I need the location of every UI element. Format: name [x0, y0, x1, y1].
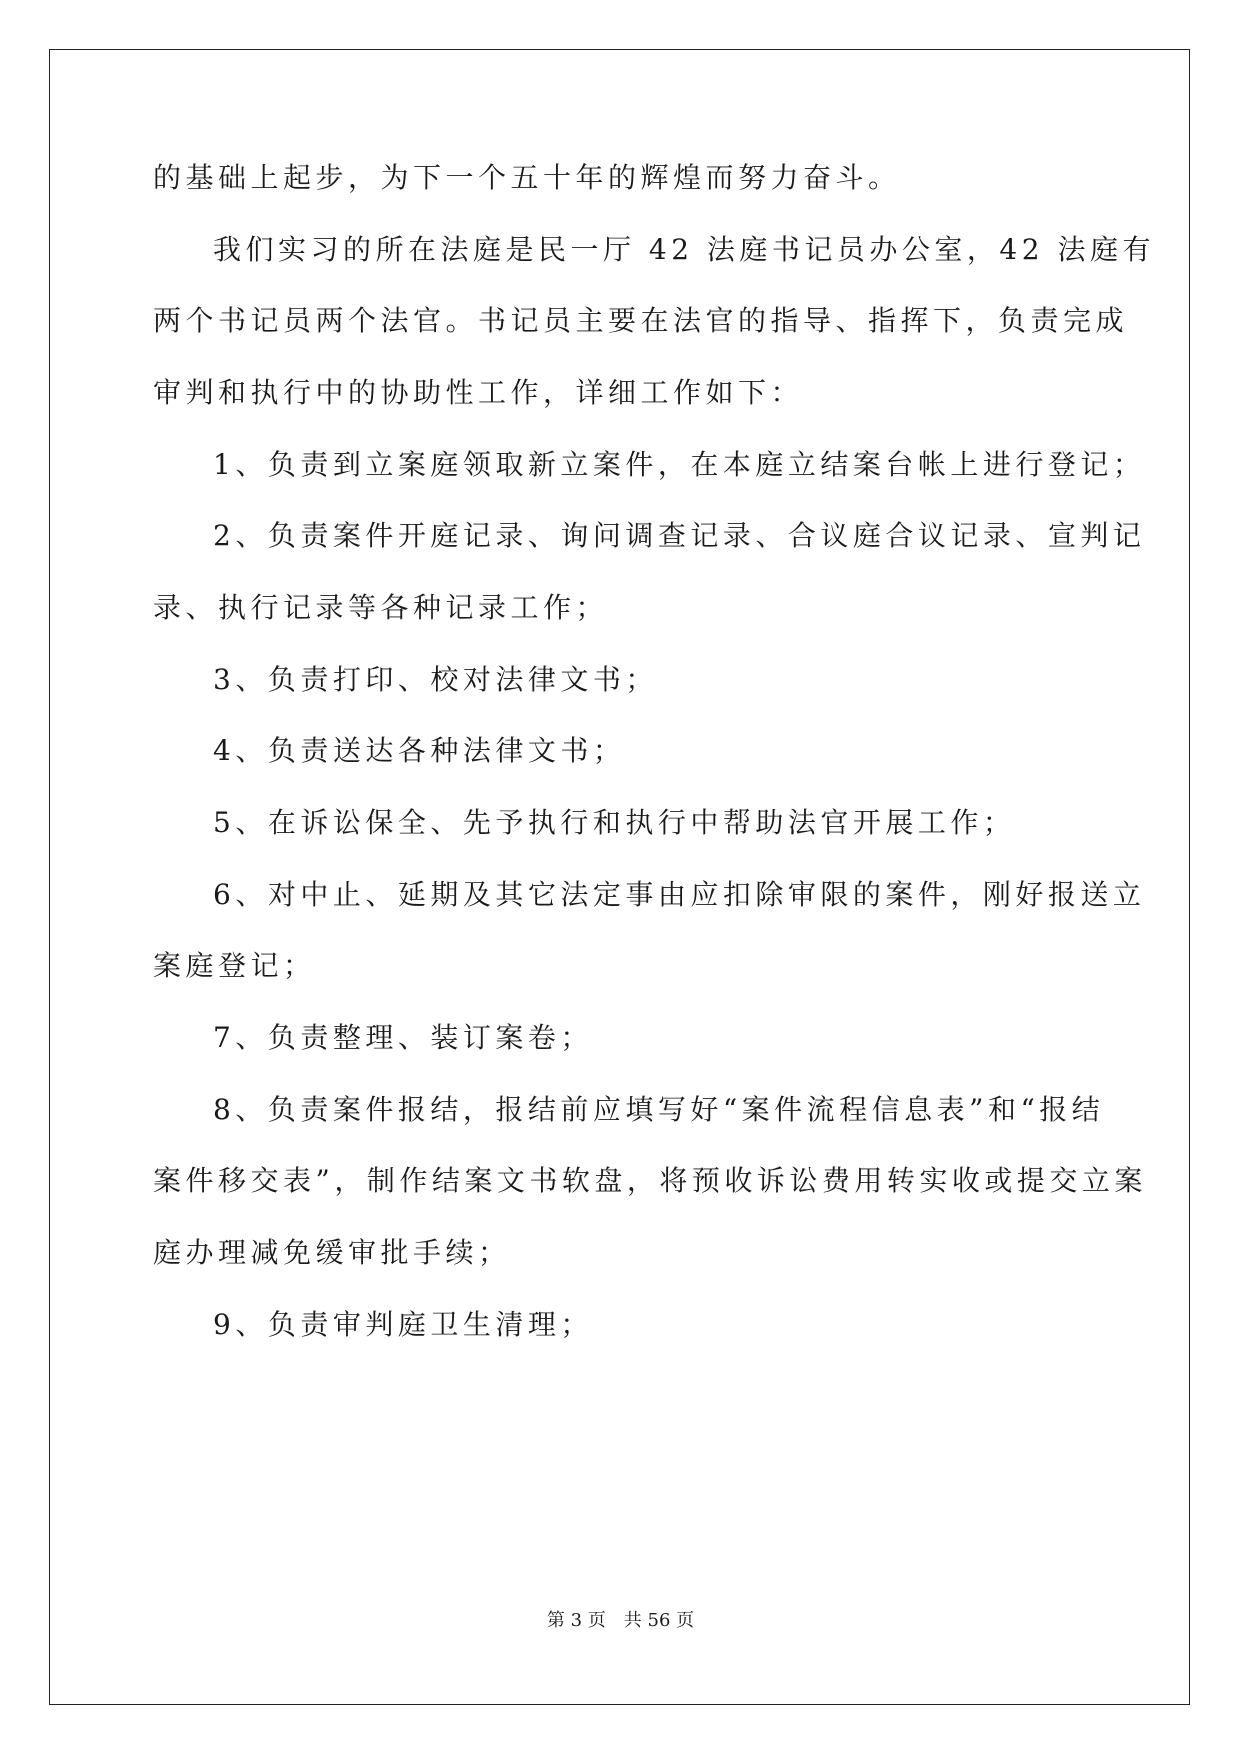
page-total: 共 56 页 [623, 1610, 695, 1631]
text-line: 的基础上起步，为下一个五十年的辉煌而努力奋斗。 [153, 161, 901, 194]
text-line: 庭办理减免缓审批手续； [153, 1236, 511, 1269]
text-line: 我们实习的所在法庭是民一厅 42 法庭书记员办公室，42 法庭有 [213, 233, 1155, 266]
page-footer [0, 1609, 1241, 1633]
page-number: 第 3 页 [546, 1610, 606, 1631]
text-line: 2、负责案件开庭记录、询问调查记录、合议庭合议记录、宣判记 [213, 519, 1146, 552]
text-line: 3、负责打印、校对法律文书； [213, 663, 658, 696]
text-line: 9、负责审判庭卫生清理； [213, 1308, 593, 1341]
text-line: 8、负责案件报结，报结前应填写好“案件流程信息表”和“报结 [213, 1093, 1105, 1126]
text-line: 审判和执行中的协助性工作，详细工作如下： [153, 376, 804, 409]
text-line: 5、在诉讼保全、先予执行和执行中帮助法官开展工作； [213, 806, 1016, 839]
text-line: 两个书记员两个法官。书记员主要在法官的指导、指挥下，负责完成 [153, 304, 1129, 337]
text-line: 案件移交表”，制作结案文书软盘，将预收诉讼费用转实收或提交立案 [153, 1164, 1147, 1197]
text-line: 1、负责到立案庭领取新立案件，在本庭立结案台帐上进行登记； [213, 448, 1146, 481]
text-line: 录、执行记录等各种记录工作； [153, 591, 609, 624]
text-line: 7、负责整理、装订案卷； [213, 1021, 593, 1054]
text-line: 6、对中止、延期及其它法定事由应扣除审限的案件，刚好报送立 [213, 878, 1146, 911]
text-line: 案庭登记； [153, 949, 316, 982]
text-line: 4、负责送达各种法律文书； [213, 734, 626, 767]
